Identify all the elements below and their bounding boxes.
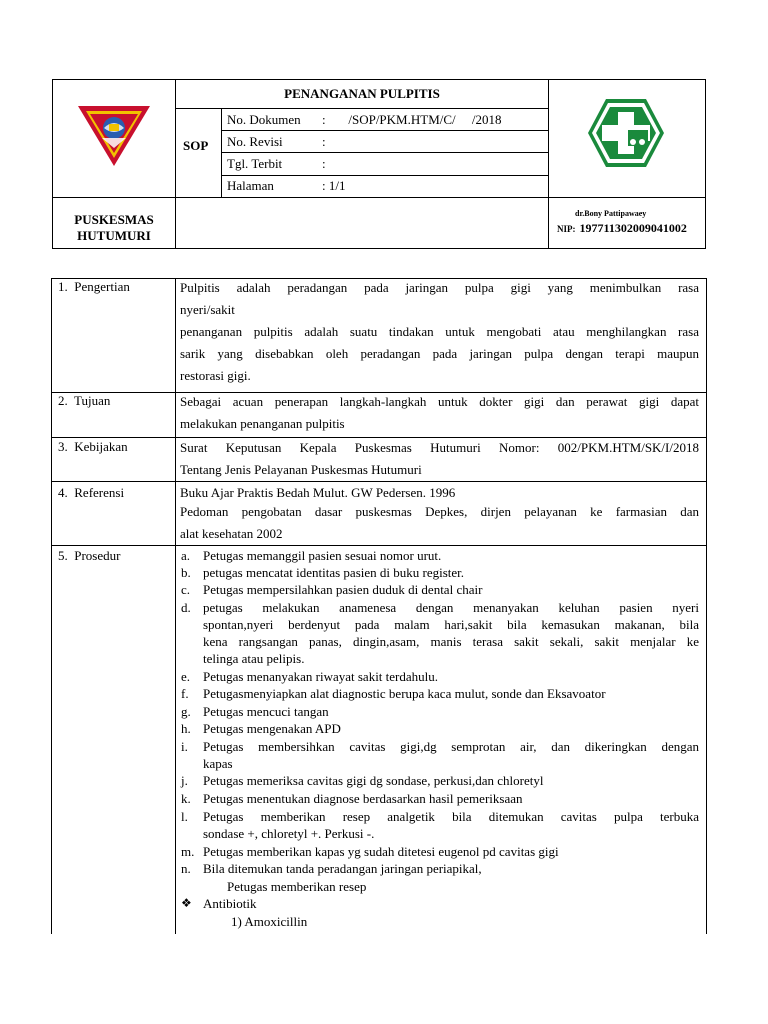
diamond-bullet-icon: ❖ bbox=[181, 896, 192, 910]
tujuan-line: melakukan penanganan pulpitis bbox=[180, 416, 345, 431]
nip-value: 197711302009041002 bbox=[579, 221, 687, 235]
section-label-tujuan: 2. Tujuan bbox=[58, 393, 111, 408]
list-item: l. Petugas memberikan resep analgetik bila ditemukan cavitas pulpa terbuka sondase +, chloretyl +. Perkusi -. bbox=[181, 809, 699, 841]
doc-number-label: No. Dokumen bbox=[227, 112, 301, 127]
pengertian-line: nyeri/sakit bbox=[180, 302, 235, 317]
kebijakan-line: Surat Keputusan Kepala Puskesmas Hutumuri Nomor: 002/PKM.HTM/SK/I/2018 bbox=[180, 440, 699, 455]
revision-value: : bbox=[322, 134, 326, 149]
referensi-line: alat kesehatan 2002 bbox=[180, 526, 283, 541]
revision-label: No. Revisi bbox=[227, 134, 283, 149]
section-label-referensi: 4. Referensi bbox=[58, 485, 125, 500]
list-item: a. Petugas memanggil pasien sesuai nomor urut. bbox=[181, 548, 442, 563]
document-title: PENANGANAN PULPITIS bbox=[284, 86, 440, 101]
list-item: m. Petugas memberikan kapas yg sudah ditetesi eugenol pd cavitas gigi bbox=[181, 844, 559, 859]
pengertian-line: Pulpitis adalah peradangan pada jaringan pulpa gigi yang menimbulkan rasa bbox=[180, 280, 699, 295]
health-cross-logo bbox=[586, 96, 666, 170]
section-label-pengertian: 1. Pengertian bbox=[58, 279, 130, 294]
pengertian-line: penanganan pulpitis adalah suatu tindakan untuk mengobati atau menghilangkan rasa bbox=[180, 324, 699, 339]
pengertian-line: sarik yang disebabkan oleh peradangan pada jaringan pulpa dengan terapi maupun bbox=[180, 346, 699, 361]
signer-nip bbox=[557, 219, 687, 237]
puskesmas-emblem-logo bbox=[76, 104, 152, 168]
nip-label: NIP: bbox=[557, 224, 576, 234]
prosedur-sub-line: Petugas memberikan resep bbox=[227, 879, 367, 894]
page-value: : 1/1 bbox=[322, 178, 346, 193]
tujuan-line: Sebagai acuan penerapan langkah-langkah untuk dokter gigi dan perawat gigi dapat bbox=[180, 394, 699, 409]
sop-label: SOP bbox=[183, 138, 209, 153]
section-label-kebijakan: 3. Kebijakan bbox=[58, 439, 128, 454]
section-body-pengertian bbox=[180, 277, 699, 387]
section-body-tujuan bbox=[180, 391, 699, 435]
org-name-line1: PUSKESMAS bbox=[74, 212, 154, 227]
section-label-prosedur: 5. Prosedur bbox=[58, 548, 121, 563]
list-item: b. petugas mencatat identitas pasien di buku register. bbox=[181, 565, 465, 580]
section-body-kebijakan bbox=[180, 437, 699, 481]
referensi-line: Pedoman pengobatan dasar puskesmas Depkes, dirjen pelayanan ke farmasian dan bbox=[180, 504, 699, 519]
list-item: d. petugas melakukan anamenesa dengan menanyakan keluhan pasien nyeri spontan,nyeri berdenyut pada malam hari,sakit bila kemasukan makanan, bila kena rangsangan panas, dingin,asam, manis terasa sakit sekali, sakit menjalar ke telinga atau pelipis. bbox=[181, 600, 699, 666]
list-item: ❖ Antibiotik bbox=[181, 896, 257, 911]
org-name-line2: HUTUMURI bbox=[77, 228, 151, 243]
doc-number-value: : /SOP/PKM.HTM/C/ /2018 bbox=[322, 112, 502, 127]
list-item: g. Petugas mencuci tangan bbox=[181, 704, 329, 719]
kebijakan-line: Tentang Jenis Pelayanan Puskesmas Hutumuri bbox=[180, 462, 422, 477]
section-body-referensi bbox=[180, 484, 699, 545]
list-item: h. Petugas mengenakan APD bbox=[181, 721, 341, 736]
list-item: k. Petugas menentukan diagnose berdasarkan hasil pemeriksaan bbox=[181, 791, 523, 806]
list-item: i. Petugas membersihkan cavitas gigi,dg semprotan air, dan dikeringkan dengan kapas bbox=[181, 739, 699, 771]
list-item: f. Petugasmenyiapkan alat diagnostic berupa kaca mulut, sonde dan Eksavoator bbox=[181, 686, 606, 701]
list-item: j. Petugas memeriksa cavitas gigi dg sondase, perkusi,dan chloretyl bbox=[181, 773, 544, 788]
list-item: c. Petugas mempersilahkan pasien duduk di dental chair bbox=[181, 582, 483, 597]
issue-date-label: Tgl. Terbit bbox=[227, 156, 283, 171]
page-label: Halaman bbox=[227, 178, 274, 193]
issue-date-value: : bbox=[322, 156, 326, 171]
pengertian-line: restorasi gigi. bbox=[180, 368, 251, 383]
referensi-line: Buku Ajar Praktis Bedah Mulut. GW Pedersen. 1996 bbox=[180, 485, 456, 500]
list-item: n. Bila ditemukan tanda peradangan jaringan periapikal, bbox=[181, 861, 482, 876]
list-item: 1) Amoxicillin bbox=[231, 914, 308, 929]
list-item: e. Petugas menanyakan riwayat sakit terdahulu. bbox=[181, 669, 439, 684]
signer-name: dr.Bony Pattipawaey bbox=[575, 209, 647, 218]
